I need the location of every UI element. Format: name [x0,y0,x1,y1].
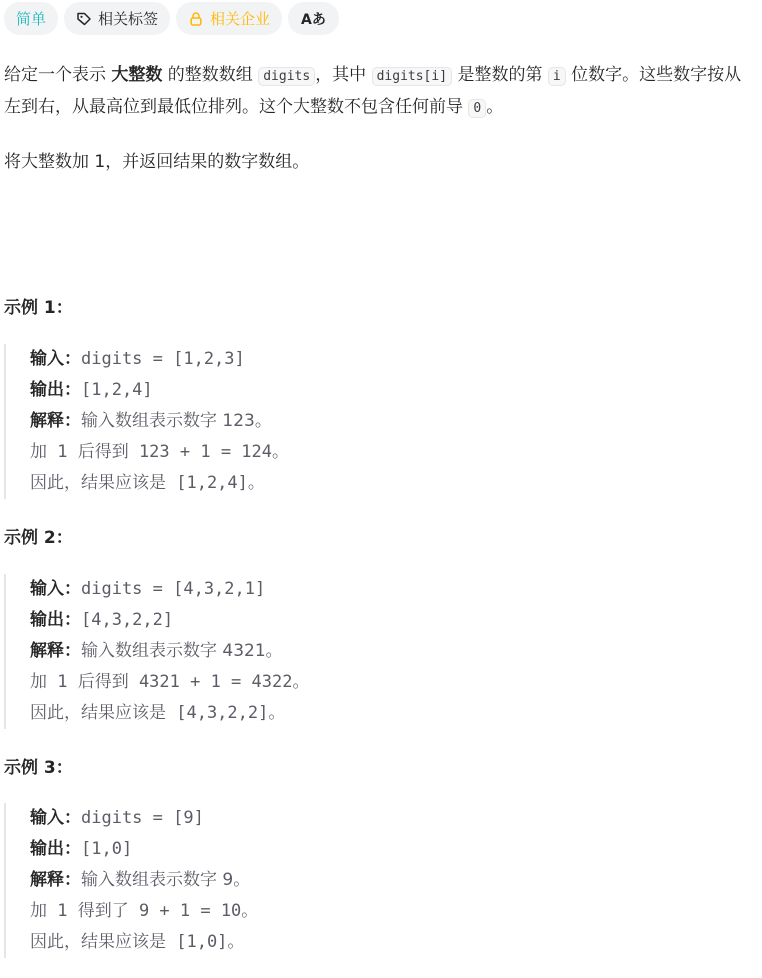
explain-text: 输入数组表示数字 9。 [81,870,251,890]
output-label: 输出： [30,610,81,630]
example-3-title: 示例 3： [4,758,73,778]
example-1-block [4,344,604,499]
inline-code: digits[i] [372,67,452,86]
related-companies-button[interactable] [176,2,282,35]
inline-code: digits [258,67,315,86]
output-label: 输出： [30,839,81,859]
output-label: 输出： [30,380,81,400]
statement-text: 是整数的第 [452,65,548,85]
example-3-explain-line-2: 加 1 得到了 9 + 1 = 10。 [30,901,259,921]
lock-icon [188,11,204,27]
statement-bold: 大整数 [111,65,163,85]
example-1-output-row [30,375,604,406]
tag-row [4,2,339,35]
output-value: [1,0] [81,839,133,859]
example-1-explain-line-3: 因此，结果应该是 [1,2,4]。 [30,473,265,493]
output-value: [4,3,2,2] [81,610,174,630]
example-2-block [4,574,604,729]
input-label: 输入： [30,579,81,599]
example-3-output-row [30,834,604,865]
example-3-block [4,803,604,958]
example-1-input-row [30,344,604,375]
difficulty-badge[interactable] [4,2,58,35]
input-value: digits = [9] [81,808,204,828]
input-label: 输入： [30,349,81,369]
translate-icon: Aあ [301,11,326,28]
statement-text: 。 [486,97,504,117]
example-1-explain-row [30,406,604,437]
example-3-explain-line-3: 因此，结果应该是 [1,0]。 [30,932,245,952]
explain-text: 输入数组表示数字 123。 [81,411,272,431]
example-2-title: 示例 2： [4,528,73,548]
input-value: digits = [1,2,3] [81,349,245,369]
inline-code: i [548,67,566,86]
input-label: 输入： [30,808,81,828]
explain-label: 解释： [30,641,81,661]
difficulty-label: 简单 [16,10,47,28]
example-2-input-row [30,574,604,605]
example-2-explain-line-3: 因此，结果应该是 [4,3,2,2]。 [30,703,286,723]
statement-text: 的整数数组 [162,65,259,85]
explain-label: 解释： [30,870,81,890]
input-value: digits = [4,3,2,1] [81,579,266,599]
statement-text: 给定一个表示 [4,65,112,85]
inline-code: 0 [468,99,486,118]
statement-text: ，其中 [315,65,372,85]
related-topics-label: 相关标签 [98,10,159,28]
related-companies-label: 相关企业 [210,10,271,28]
example-3-explain-row [30,865,604,896]
example-3-input-row [30,803,604,834]
tag-icon [76,11,92,27]
explain-text: 输入数组表示数字 4321。 [81,641,283,661]
example-2-explain-row [30,636,604,667]
statement-text: 位数字。这些数字按从左到右，从最高位到最低位排列。这个大整数不包含任何前导 [4,65,742,117]
translate-button[interactable] [288,2,339,35]
example-2-output-row [30,605,604,636]
problem-statement [4,60,744,177]
example-1-explain-line-2: 加 1 后得到 123 + 1 = 124。 [30,442,289,462]
example-1-title: 示例 1： [4,298,73,318]
statement-paragraph-2: 将大整数加 1，并返回结果的数字数组。 [4,152,310,172]
example-2-explain-line-2: 加 1 后得到 4321 + 1 = 4322。 [30,672,310,692]
statement-paragraph-1 [4,60,744,124]
related-topics-button[interactable] [64,2,170,35]
output-value: [1,2,4] [81,380,153,400]
explain-label: 解释： [30,411,81,431]
